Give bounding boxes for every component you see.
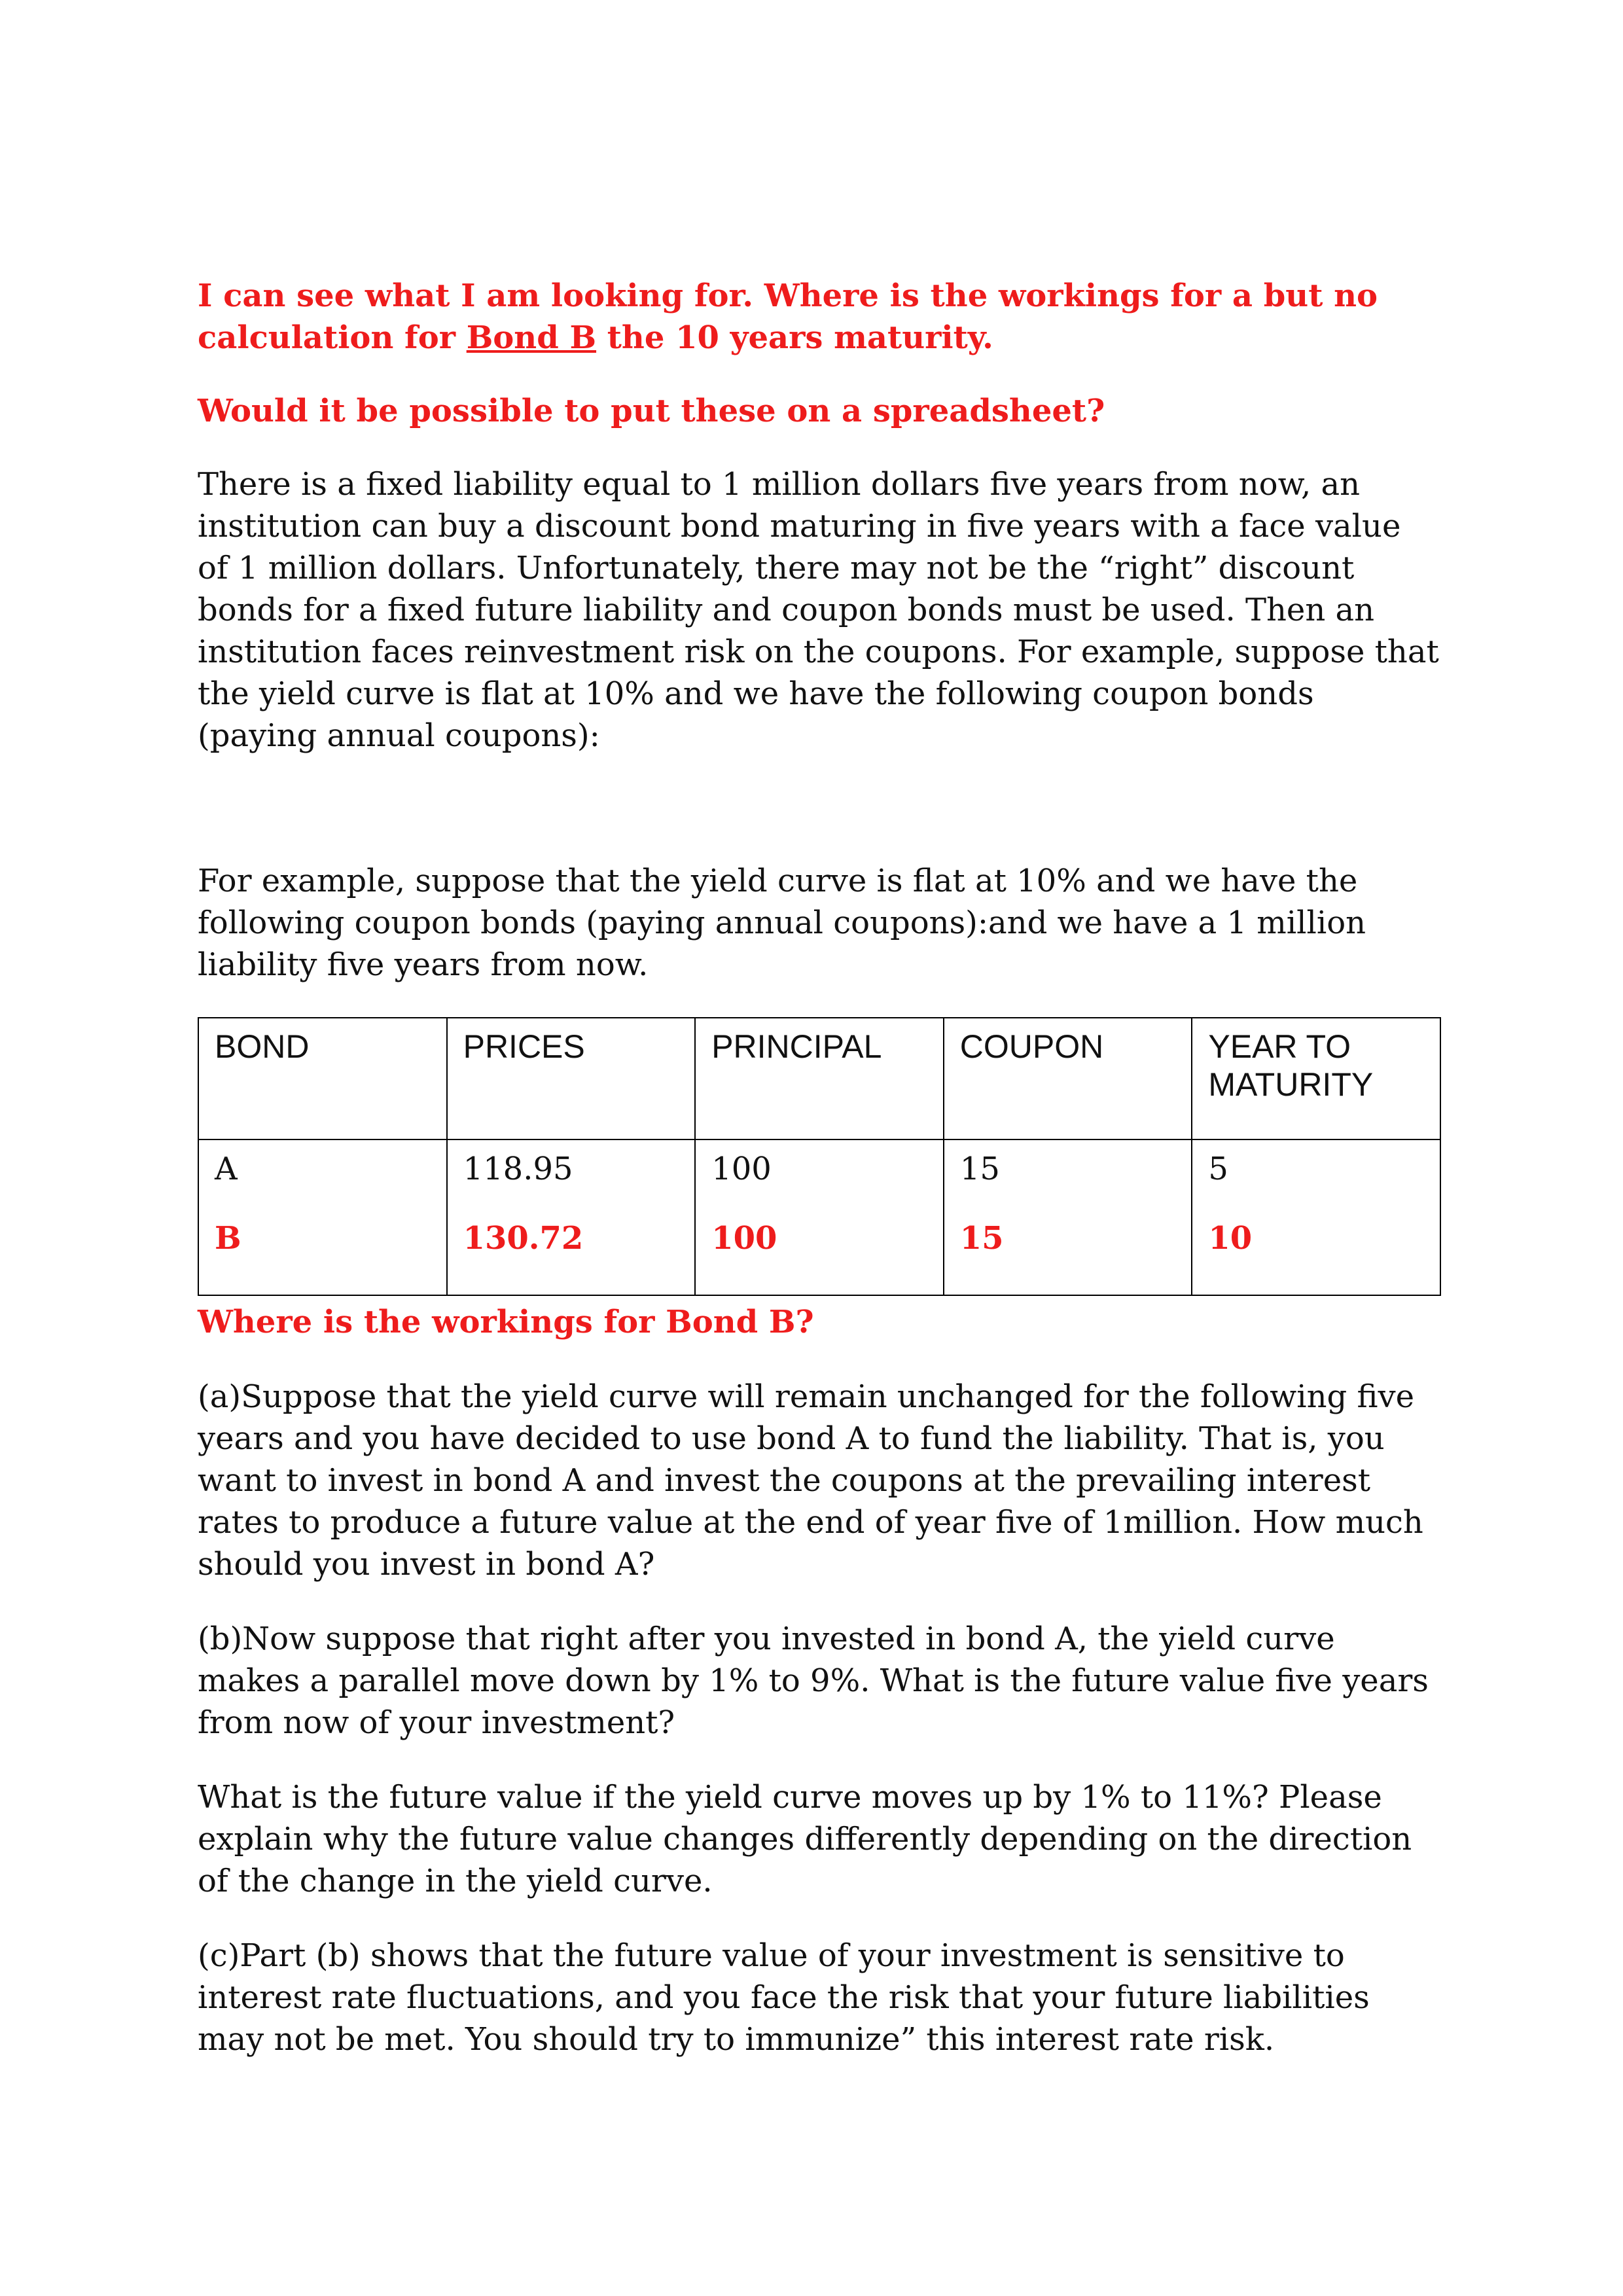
question-text-start: I can see what I am looking for. Where is the workings for a but no calculation for bbox=[198, 278, 1378, 356]
header-coupon: COUPON bbox=[944, 1018, 1192, 1139]
part-a-question: (a)Suppose that the yield curve will remain unchanged for the following five years and you have decided to use bond A to fund the liability. That is, you want to invest in bond A and invest the coupons at the prevailing interest rates to produce a future value at the end of year five of 1million. How much should you invest in bond A? bbox=[198, 1378, 1423, 1583]
bond-b-coupon: 15 bbox=[959, 1220, 1004, 1257]
bond-a-maturity: 5 bbox=[1208, 1151, 1228, 1187]
part-c-question: (c)Part (b) shows that the future value of your investment is sensitive to interest rate fluctuations, and you face the risk that your future liabilities may not be met. You should try to immunize” this interest rate risk. bbox=[198, 1937, 1370, 2058]
bond-table bbox=[198, 1017, 1441, 1296]
bond-a-name: A bbox=[215, 1151, 238, 1187]
cell-coupon bbox=[944, 1139, 1192, 1295]
bond-b-underlined: Bond B bbox=[466, 319, 597, 356]
header-principal: PRINCIPAL bbox=[695, 1018, 944, 1139]
bond-b-name: B bbox=[215, 1220, 241, 1257]
header-year-to-maturity: YEAR TO MATURITY bbox=[1192, 1018, 1440, 1139]
question-workings-bond-b: Where is the workings for Bond B? bbox=[198, 1304, 814, 1340]
question-workings-bond-a bbox=[198, 275, 1441, 359]
document-page bbox=[198, 275, 1441, 2060]
bond-b-price: 130.72 bbox=[463, 1220, 584, 1257]
bond-table-row bbox=[198, 1139, 1440, 1295]
cell-bond bbox=[198, 1139, 447, 1295]
bond-table-header-row bbox=[198, 1018, 1440, 1139]
paragraph-fixed-liability: There is a fixed liability equal to 1 million dollars five years from now, an institution can buy a discount bond maturing in five years with a face value of 1 million dollars. Unfortunately, there may not be the “right” discount bonds for a fixed future liability and coupon bonds must be used. Then an institution faces reinvestment risk on the coupons. For example, suppose that the yield curve is flat at 10% and we have the following coupon bonds (paying annual coupons): bbox=[198, 466, 1439, 754]
bond-a-price: 118.95 bbox=[463, 1151, 573, 1187]
question-text-end: the 10 years maturity. bbox=[596, 319, 993, 356]
header-prices: PRICES bbox=[447, 1018, 696, 1139]
cell-prices bbox=[447, 1139, 696, 1295]
question-spreadsheet: Would it be possible to put these on a spreadsheet? bbox=[198, 393, 1105, 429]
bond-b-principal: 100 bbox=[711, 1220, 777, 1257]
bond-a-principal: 100 bbox=[711, 1151, 772, 1187]
bond-a-coupon: 15 bbox=[959, 1151, 1000, 1187]
paragraph-example: For example, suppose that the yield curve is flat at 10% and we have the following coupon bonds (paying annual coupons):and we have a 1 million liability five years from now. bbox=[198, 863, 1366, 983]
cell-principal bbox=[695, 1139, 944, 1295]
part-b-question: (b)Now suppose that right after you invested in bond A, the yield curve makes a parallel move down by 1% to 9%. What is the future value five years from now of your investment? bbox=[198, 1621, 1429, 1741]
part-b-followup: What is the future value if the yield curve moves up by 1% to 11%? Please explain why the future value changes differently depending on the direction of the change in the yield curve. bbox=[198, 1779, 1412, 1899]
bond-b-maturity: 10 bbox=[1208, 1220, 1253, 1257]
header-bond: BOND bbox=[198, 1018, 447, 1139]
cell-maturity bbox=[1192, 1139, 1440, 1295]
